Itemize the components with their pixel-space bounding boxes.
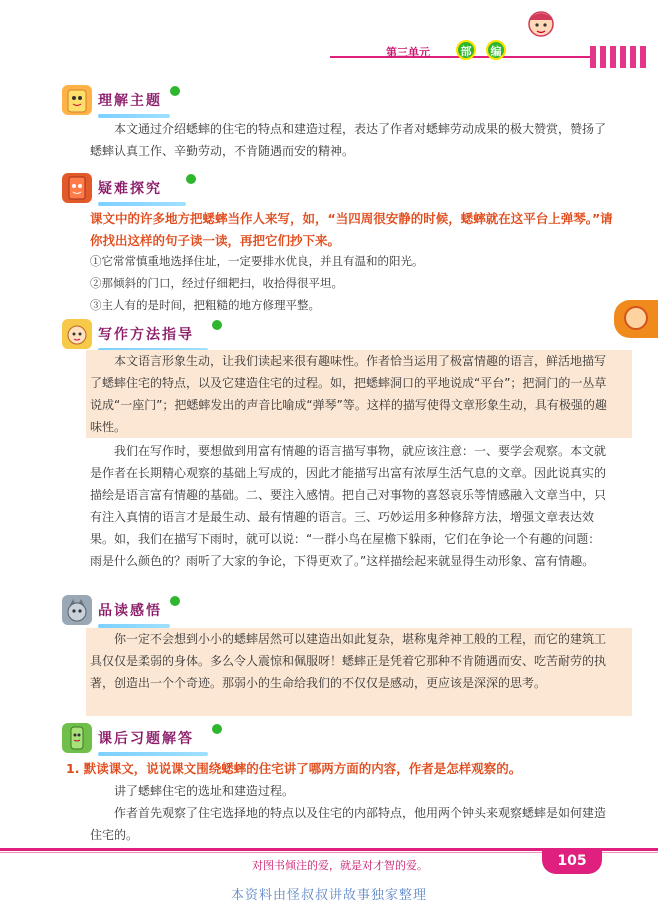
unit-label: 第三单元 [386, 46, 430, 59]
section-header-reading [62, 594, 262, 626]
checker-ornament [590, 46, 650, 68]
section-title-reading: 品读感悟 [98, 603, 162, 619]
section-header-difficulty [62, 172, 262, 204]
green-dot [170, 86, 180, 96]
difficulty-answer-1: ①它常常慎重地选择住址，一定要排水优良，并且有温和的阳光。 [90, 254, 424, 268]
section-header-exercise [62, 722, 282, 754]
phone-mascot-icon [62, 723, 92, 753]
section-underline [98, 202, 186, 206]
section-title-difficulty: 疑难探究 [98, 181, 162, 197]
exercise-question: 1. 默读课文，说说课文围绕蟋蟀的住宅讲了哪两方面的内容，作者是怎样观察的。 [66, 761, 522, 776]
side-tab [614, 300, 658, 338]
green-dot [186, 174, 196, 184]
section-title-theme: 理解主题 [98, 93, 162, 109]
theme-paragraph: 本文通过介绍蟋蟀的住宅的特点和建造过程，表达了作者对蟋蟀劳动成果的极大赞赏，赞扬了蟋蟀认真工作、辛勤劳动，不肯随遇而安的精神。 [90, 122, 607, 158]
exercise-answer-2: 作者首先观察了住宅选择地的特点以及住宅的内部特点，他用两个钟头来观察蟋蟀是如何建造住宅的。 [90, 806, 607, 842]
girl-mascot-icon [62, 319, 92, 349]
book-mascot-icon [62, 85, 92, 115]
exercise-answer-1: 讲了蟋蟀住宅的选址和建造过程。 [114, 784, 295, 798]
publisher-badge-left: 部 [456, 40, 476, 60]
green-dot [170, 596, 180, 606]
section-title-exercise: 课后习题解答 [98, 731, 194, 747]
section-underline [98, 752, 208, 756]
notebook-mascot-icon [62, 173, 92, 203]
section-title-writing: 写作方法指导 [98, 327, 194, 343]
green-dot [212, 320, 222, 330]
source-note: 本资料由怪叔叔讲故事独家整理 [230, 888, 427, 903]
cartoon-girl-icon [520, 6, 562, 46]
section-header-theme [62, 84, 262, 116]
cat-mascot-icon [62, 595, 92, 625]
section-header-writing [62, 318, 282, 350]
footer-slogan: 对图书倾注的爱，就是对才智的爱。 [252, 859, 428, 872]
reading-paragraph: 你一定不会想到小小的蟋蟀居然可以建造出如此复杂，堪称鬼斧神工般的工程，而它的建筑工具仅仅是柔弱的身体。多么令人震惊和佩服呀！蟋蟀正是凭着它那种不肯随遇而安、吃苦耐劳的执著，创造出一个个奇迹。那弱小的生命给我们的不仅仅是感动，更应该是深深的思考。 [90, 632, 607, 690]
page-number: 105 [542, 848, 602, 874]
writing-paragraph-1: 本文语言形象生动，让我们读起来很有趣味性。作者恰当运用了极富情趣的语言，鲜活地描写了蟋蟀住宅的特点，以及它建造住宅的过程。如，把蟋蟀洞口的平地说成“平台”；把洞门的一丛草说成“一座门”；把蟋蟀发出的声音比喻成“弹琴”等。这样的描写使得文章形象生动，具有极强的趣味性。 [90, 354, 607, 434]
difficulty-answer-3: ③主人有的是时间，把粗糙的地方修理平整。 [90, 298, 320, 312]
difficulty-question: 课文中的许多地方把蟋蟀当作人来写，如，“当四周很安静的时候，蟋蟀就在这平台上弹琴。”请你找出这样的句子读一读，再把它们抄下来。 [90, 211, 613, 248]
fox-face-icon [624, 306, 648, 330]
green-dot [212, 724, 222, 734]
publisher-badge-right: 编 [486, 40, 506, 60]
writing-paragraph-2: 我们在写作时，要想做到用富有情趣的语言描写事物，就应该注意：一、要学会观察。本文就是作者在长期精心观察的基础上写成的，因此才能描写出富有浓厚生活气息的文章。因此说真实的描绘是语言富有情趣的基础。二、要注入感情。把自己对事物的喜怒哀乐等情感融入文章当中，只有注入真情的语言才是最生动、最有情趣的语言。三、巧妙运用多种修辞方法，增强文章表达效果。如，我们在描写下雨时，就可以说：“一群小鸟在屋檐下躲雨，它们在争论一个有趣的问题：雨是什么颜色的？雨听了大家的争论，下得更欢了。”这样描绘起来就显得生动形象、富有情趣。 [90, 444, 607, 568]
difficulty-answer-2: ②那倾斜的门口，经过仔细耙扫，收拾得很平坦。 [90, 276, 343, 290]
